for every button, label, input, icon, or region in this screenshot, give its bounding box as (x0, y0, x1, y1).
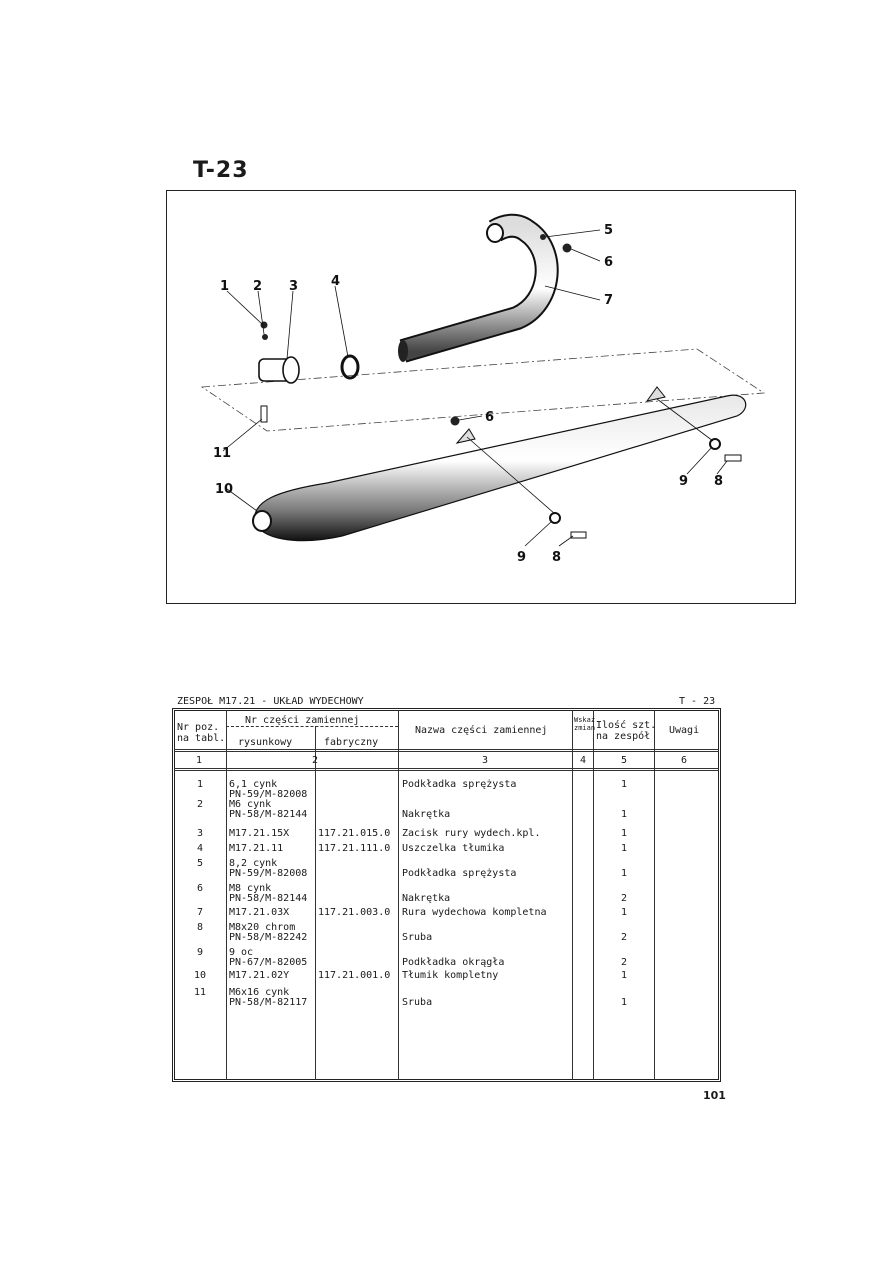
table-heading: ZESPOŁ M17.21 - UKŁAD WYDECHOWY (177, 696, 364, 707)
col-rule (593, 710, 594, 1080)
table-cell-drawing: M17.21.15X (229, 828, 290, 839)
col-number-3: 3 (482, 755, 489, 766)
table-cell-qty: 2 (621, 892, 628, 904)
table-cell-drawing: M17.21.03X (229, 907, 290, 918)
exploded-diagram (166, 190, 796, 604)
callout-1: 1 (220, 279, 230, 294)
bolt-11 (261, 406, 267, 422)
col-header-part-no: Nr części zamiennej (245, 715, 360, 726)
table-cell-name: Podkładka sprężysta (402, 779, 517, 790)
clamp-end (283, 357, 299, 383)
table-cell-name: Podkładka okrągła (402, 956, 505, 968)
table-cell-qty: 1 (621, 996, 628, 1008)
callout-8-right: 8 (714, 474, 724, 489)
nut-6-top (563, 244, 572, 253)
table-cell-pos: 9 (196, 947, 204, 958)
col-rule (315, 726, 316, 1080)
table-cell-factory: 117.21.015.0 (318, 828, 391, 839)
callout-11: 11 (213, 446, 232, 461)
table-cell-name: Uszczelka tłumika (402, 843, 505, 854)
muffler-outlet (253, 511, 271, 531)
nut-6-mid (451, 417, 460, 426)
table-cell-qty: 1 (621, 970, 628, 981)
table-cell-qty: 1 (621, 779, 628, 790)
table-cell-drawing: M8 cynk PN-58/M-82144 (229, 883, 308, 904)
col-header-name: Nazwa części zamiennej (415, 725, 548, 736)
col-number-1: 1 (196, 755, 203, 766)
callout-9-right: 9 (679, 474, 689, 489)
col-number-6: 6 (681, 755, 688, 766)
table-cell-qty: 1 (621, 867, 628, 879)
table-cell-drawing: M17.21.11 (229, 843, 284, 854)
table-cell-name: Sruba (402, 996, 433, 1008)
table-cell-name: Nakrętka (402, 808, 451, 820)
table-cell-qty: 1 (621, 907, 628, 918)
table-cell-name: Tłumik kompletny (402, 970, 499, 981)
page-number: 101 (703, 1089, 726, 1102)
row-rule (226, 726, 398, 727)
table-cell-qty: 2 (621, 956, 628, 968)
muffler-bracket-rear (647, 387, 665, 401)
table-cell-drawing: 8,2 cynk PN-59/M-82008 (229, 858, 308, 879)
exhaust-system-drawing (167, 191, 797, 605)
callout-5: 5 (604, 223, 614, 238)
callout-7: 7 (604, 293, 614, 308)
col-rule (398, 710, 399, 1080)
col-header-pos: Nr poz. na tabl. (177, 722, 226, 744)
col-header-qty: Ilość szt. na zespół (596, 720, 657, 742)
col-header-factory: fabryczny (324, 737, 379, 748)
table-cell-qty: 2 (621, 931, 628, 943)
col-rule (572, 710, 573, 1080)
table-cell-name: Nakrętka (402, 892, 451, 904)
table-cell-pos: 3 (196, 828, 204, 839)
parts-table (172, 708, 721, 1082)
pipe-inlet (398, 340, 408, 362)
callout-2: 2 (253, 279, 263, 294)
table-cell-pos: 10 (193, 970, 207, 981)
table-cell-name: Zacisk rury wydech.kpl. (402, 828, 541, 839)
col-number-2: 2 (312, 755, 319, 766)
table-cell-drawing: 9 oc PN-67/M-82005 (229, 947, 308, 968)
table-cell-qty: 1 (621, 843, 628, 854)
table-cell-factory: 117.21.001.0 (318, 970, 391, 981)
col-header-changes: Wskaź. zmian (574, 716, 600, 732)
col-number-5: 5 (621, 755, 628, 766)
col-header-drawing: rysunkowy (238, 737, 293, 748)
plate-title: T-23 (193, 158, 249, 183)
table-cell-name: Podkładka sprężysta (402, 867, 517, 879)
row-rule (174, 768, 719, 771)
table-cell-pos: 11 (193, 987, 207, 998)
callout-4: 4 (331, 274, 341, 289)
bolt-8-right (725, 455, 741, 461)
callout-9-lower: 9 (517, 550, 527, 565)
table-cell-pos: 7 (196, 907, 204, 918)
nut-2 (262, 334, 268, 340)
table-cell-pos: 2 (196, 799, 204, 810)
bolt-8-lower (571, 532, 586, 538)
col-rule (226, 710, 227, 1080)
muffler (255, 395, 746, 540)
table-cell-drawing: M6x16 cynk PN-58/M-82117 (229, 987, 308, 1008)
table-cell-factory: 117.21.111.0 (318, 843, 391, 854)
table-cell-qty: 1 (621, 828, 628, 839)
col-rule (654, 710, 655, 1080)
table-cell-name: Rura wydechowa kompletna (402, 907, 547, 918)
muffler-bracket-front (457, 429, 475, 443)
table-cell-pos: 8 (196, 922, 204, 933)
table-cell-qty: 1 (621, 808, 628, 820)
table-cell-drawing: M8x20 chrom PN-58/M-82242 (229, 922, 308, 943)
washer-1 (261, 322, 268, 329)
table-cell-drawing: M6 cynk PN-58/M-82144 (229, 799, 308, 820)
table-plate-ref: T - 23 (679, 696, 716, 707)
table-cell-pos: 1 (196, 779, 204, 790)
col-number-4: 4 (580, 755, 587, 766)
table-cell-drawing: 6,1 cynk PN-59/M-82008 (229, 779, 308, 800)
row-rule (174, 749, 719, 752)
table-cell-factory: 117.21.003.0 (318, 907, 391, 918)
callout-10: 10 (215, 482, 234, 497)
table-cell-pos: 6 (196, 883, 204, 894)
muffler-gasket (342, 356, 358, 378)
col-header-notes: Uwagi (669, 725, 700, 736)
table-cell-pos: 4 (196, 843, 204, 854)
table-cell-drawing: M17.21.02Y (229, 970, 290, 981)
table-cell-name: Sruba (402, 931, 433, 943)
callout-6-mid: 6 (485, 410, 495, 425)
callout-6-top: 6 (604, 255, 614, 270)
pipe-flange (487, 224, 503, 242)
callout-3: 3 (289, 279, 299, 294)
callout-8-lower: 8 (552, 550, 562, 565)
table-cell-pos: 5 (196, 858, 204, 869)
